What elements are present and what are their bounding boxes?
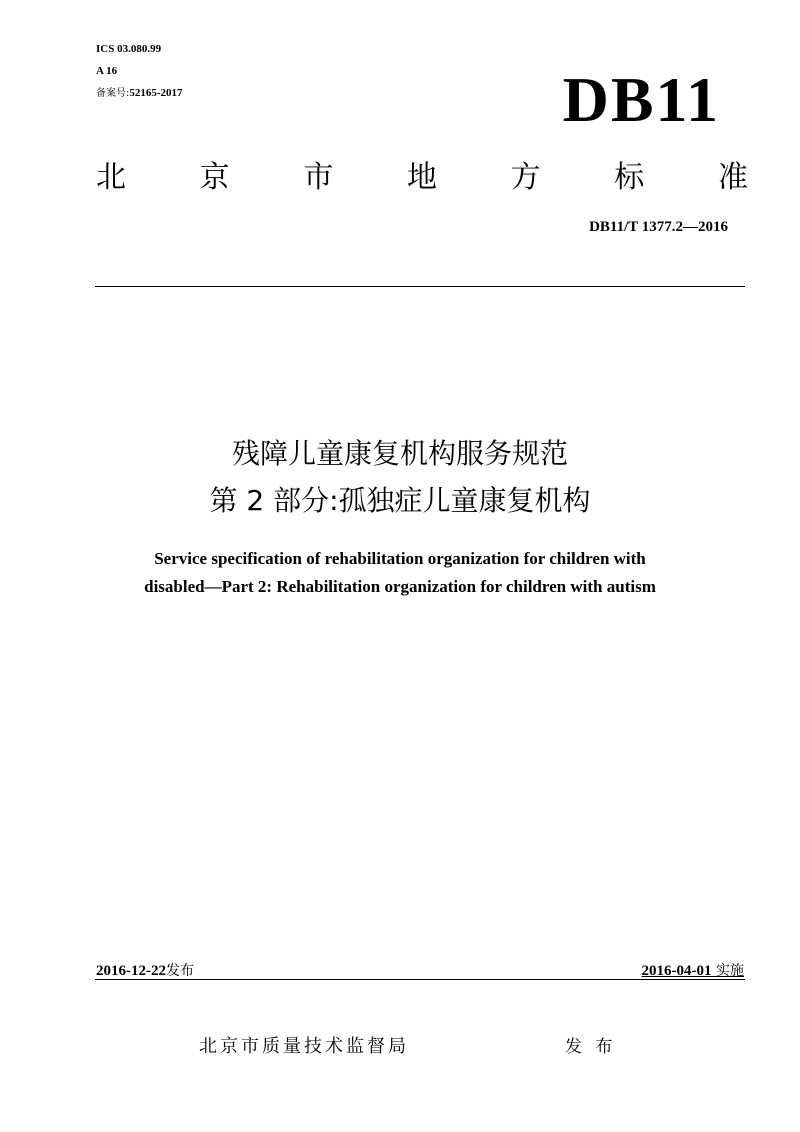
title-char: 京 — [199, 160, 230, 195]
title-char: 市 — [303, 160, 334, 195]
ics-code: ICS 03.080.99 — [96, 43, 162, 55]
release-date — [96, 960, 194, 980]
title-char: 方 — [510, 160, 541, 195]
release-date-value: 2016-12-22 — [96, 963, 166, 979]
implementation-date — [642, 960, 744, 980]
standard-logo: DB11 — [562, 64, 720, 135]
english-title-line-1: Service specification of rehabilitation organization for children with — [154, 549, 646, 568]
title-char: 准 — [717, 160, 748, 195]
standard-number: DB11/T 1377.2—2016 — [589, 219, 728, 235]
issuing-authority: 北京市质量技术监督局 — [199, 1036, 409, 1057]
filing-label: 备案号: — [96, 88, 130, 99]
english-title-line-2: disabled—Part 2: Rehabilitation organization for children with autism — [144, 577, 656, 596]
title-char: 北 — [96, 160, 126, 195]
filing-number — [96, 86, 183, 101]
classification-code: A 16 — [96, 65, 118, 77]
issue-label: 发 布 — [565, 1037, 617, 1057]
chinese-title-line-1: 残障儿童康复机构服务规范 — [231, 437, 568, 470]
filing-value: 52165-2017 — [129, 87, 183, 99]
implementation-date-value: 2016-04-01 — [641, 963, 712, 979]
implementation-date-label: 实施 — [716, 963, 744, 979]
title-char: 地 — [406, 160, 437, 195]
standard-type-title — [96, 158, 748, 198]
chinese-title-line-2: 第 2 部分:孤独症儿童康复机构 — [209, 484, 591, 517]
title-char: 标 — [614, 160, 645, 195]
release-date-label: 发布 — [166, 963, 194, 979]
bottom-divider — [95, 979, 745, 980]
top-divider — [95, 286, 745, 287]
